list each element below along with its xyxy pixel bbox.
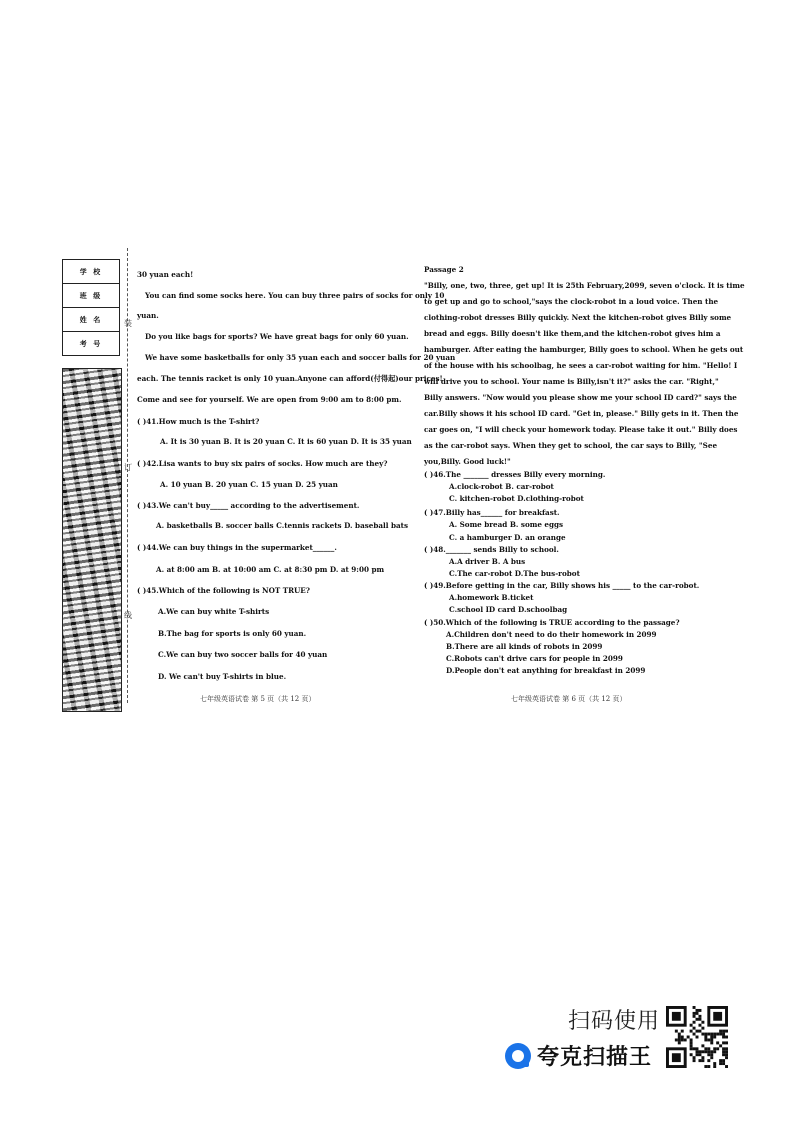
quark-logo-icon bbox=[505, 1043, 531, 1069]
question-43: ( )43.We can't buy_____ according to the advertisement. bbox=[137, 501, 360, 510]
options-43: A. basketballs B. soccer balls C.tennis rackets D. baseball bats bbox=[156, 521, 409, 530]
text-line: Billy answers. "Now would you please show me your school ID card?" says the bbox=[424, 393, 737, 402]
brand-name: 夸克扫描王 bbox=[537, 1045, 653, 1070]
options-48-cd: C.The car-robot D.The bus-robot bbox=[449, 569, 580, 578]
text-line: We have some basketballs for only 35 yuan each and soccer balls for 20 yuan bbox=[145, 353, 456, 362]
exam-number-field: 考 号 bbox=[63, 332, 120, 356]
text-line: yuan. bbox=[137, 311, 159, 320]
scanner-brand bbox=[505, 1040, 652, 1071]
qr-code-icon[interactable] bbox=[666, 1006, 728, 1068]
text-line: each. The tennis racket is only 10 yuan.Anyone can afford(付得起)our prices! bbox=[137, 374, 443, 383]
option-50b: B.There are all kinds of robots in 2099 bbox=[446, 642, 603, 651]
question-50: ( )50.Which of the following is TRUE according to the passage? bbox=[424, 618, 680, 627]
question-46: ( )46.The _______ dresses Billy every morning. bbox=[424, 470, 606, 479]
options-46-ab: A.clock-robot B. car-robot bbox=[449, 482, 554, 491]
question-47: ( )47.Billy has______ for breakfast. bbox=[424, 508, 560, 517]
text-line: car.Billy shows it his school ID card. "Get in, please." Billy gets in it. Then the bbox=[424, 409, 739, 418]
option-45a: A.We can buy white T-shirts bbox=[158, 607, 270, 616]
binding-char-xian: 线 bbox=[124, 611, 132, 620]
question-49: ( )49.Before getting in the car, Billy shows his _____ to the car-robot. bbox=[424, 581, 700, 590]
left-page-footer: 七年级英语试卷 第 5 页（共 12 页） bbox=[200, 695, 316, 703]
text-line: Come and see for yourself. We are open from 9:00 am to 8:00 pm. bbox=[137, 395, 402, 404]
decorative-border-pattern bbox=[62, 368, 122, 712]
binding-char-zhuang: 装 bbox=[124, 319, 132, 328]
question-42: ( )42.Lisa wants to buy six pairs of socks. How much are they? bbox=[137, 459, 388, 468]
text-line: 30 yuan each! bbox=[137, 270, 194, 279]
options-46-cd: C. kitchen-robot D.clothing-robot bbox=[449, 494, 584, 503]
school-field: 学 校 bbox=[63, 260, 120, 284]
options-41: A. It is 30 yuan B. It is 20 yuan C. It is 60 yuan D. It is 35 yuan bbox=[160, 437, 412, 446]
options-42: A. 10 yuan B. 20 yuan C. 15 yuan D. 25 yuan bbox=[160, 480, 338, 489]
option-50a: A.Children don't need to do their homework in 2099 bbox=[446, 630, 657, 639]
text-line: You can find some socks here. You can buy three pairs of socks for only 10 bbox=[145, 291, 445, 300]
text-line: clothing-robot dresses Billy quickly. Next the kitchen-robot gives Billy some bbox=[424, 313, 732, 322]
text-line: Do you like bags for sports? We have great bags for only 60 yuan. bbox=[145, 332, 409, 341]
text-line: bread and eggs. Billy doesn't like them,and the kitchen-robot gives him a bbox=[424, 329, 721, 338]
text-line: "Billy, one, two, three, get up! It is 25th February,2099, seven o'clock. It is time bbox=[424, 281, 745, 290]
question-44: ( )44.We can buy things in the supermarket______. bbox=[137, 543, 337, 552]
text-line: you,Billy. Good luck!" bbox=[424, 457, 511, 466]
options-47-cd: C. a hamburger D. an orange bbox=[449, 533, 566, 542]
option-45d: D. We can't buy T-shirts in blue. bbox=[158, 672, 287, 681]
text-line: as the car-robot says. When they get to school, the car says to Billy, "See bbox=[424, 441, 718, 450]
text-line: will drive you to school. Your name is Billy,isn't it?" asks the car. "Right," bbox=[424, 377, 719, 386]
options-48-ab: A.A driver B. A bus bbox=[449, 557, 526, 566]
text-line: of the house with his schoolbag, he sees a car-robot waiting for him. "Hello! I bbox=[424, 361, 738, 370]
text-line: car goes on, "I will check your homework today. Please take it out." Billy does bbox=[424, 425, 738, 434]
option-50d: D.People don't eat anything for breakfast in 2099 bbox=[446, 666, 646, 675]
question-48: ( )48._______ sends Billy to school. bbox=[424, 545, 559, 554]
binding-line bbox=[127, 248, 128, 703]
options-49-cd: C.school ID card D.schoolbag bbox=[449, 605, 568, 614]
scan-to-use-label: 扫码使用 bbox=[568, 1009, 661, 1034]
passage-title: Passage 2 bbox=[424, 265, 464, 274]
text-line: to get up and go to school,"says the clock-robot in a loud voice. Then the bbox=[424, 297, 719, 306]
text-line: hamburger. After eating the hamburger, Billy goes to school. When he gets out bbox=[424, 345, 744, 354]
class-field: 班 级 bbox=[63, 284, 120, 308]
option-45c: C.We can buy two soccer balls for 40 yuan bbox=[158, 650, 328, 659]
name-field: 姓 名 bbox=[63, 308, 120, 332]
question-45: ( )45.Which of the following is NOT TRUE? bbox=[137, 586, 311, 595]
right-page-footer: 七年级英语试卷 第 6 页（共 12 页） bbox=[511, 695, 627, 703]
options-47-ab: A. Some bread B. some eggs bbox=[449, 520, 564, 529]
question-41: ( )41.How much is the T-shirt? bbox=[137, 417, 260, 426]
option-50c: C.Robots can't drive cars for people in 2099 bbox=[446, 654, 623, 663]
binding-char-ding: 订 bbox=[124, 463, 132, 472]
options-49-ab: A.homework B.ticket bbox=[449, 593, 534, 602]
options-44: A. at 8:00 am B. at 10:00 am C. at 8:30 pm D. at 9:00 pm bbox=[156, 565, 385, 574]
student-info-table bbox=[62, 259, 120, 356]
option-45b: B.The bag for sports is only 60 yuan. bbox=[158, 629, 307, 638]
